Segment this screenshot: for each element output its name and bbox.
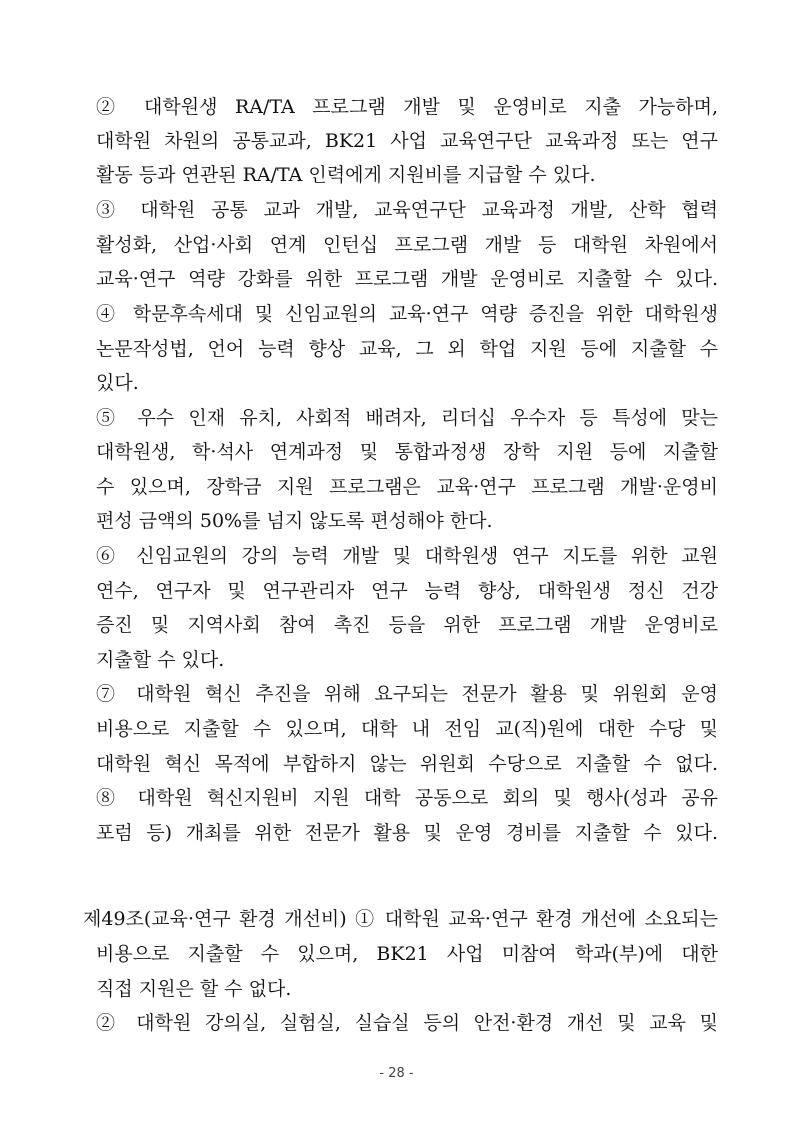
text-line: 증진 및 지역사회 참여 촉진 등을 위한 프로그램 개발 운영비로: [96, 614, 718, 636]
text-line: 활동 등과 연관된 RA/TA 인력에게 지원비를 지급할 수 있다.: [96, 164, 596, 186]
text-line: 포럼 등) 개최를 위한 전문가 활용 및 운영 경비를 지출할 수 있다.: [96, 822, 718, 844]
text-line: 대학원생, 학·석사 연계과정 및 통합과정생 장학 지원 등에 지출할: [96, 441, 718, 463]
text-line: ⑦ 대학원 혁신 추진을 위해 요구되는 전문가 활용 및 위원회 운영: [96, 683, 718, 705]
text-line: ④ 학문후속세대 및 신임교원의 교육·연구 역량 증진을 위한 대학원생: [96, 303, 718, 325]
text-line: 대학원 차원의 공통교과, BK21 사업 교육연구단 교육과정 또는 연구: [96, 130, 718, 152]
text-line: ⑤ 우수 인재 유치, 사회적 배려자, 리더십 우수자 등 특성에 맞는: [96, 407, 718, 429]
text-line: 직접 지원은 할 수 없다.: [96, 978, 292, 1000]
text-line: ③ 대학원 공통 교과 개발, 교육연구단 교육과정 개발, 산학 협력: [96, 199, 718, 221]
text-line: 수 있으며, 장학금 지원 프로그램은 교육·연구 프로그램 개발·운영비: [96, 476, 718, 498]
text-line: 편성 금액의 50%를 넘지 않도록 편성해야 한다.: [96, 510, 493, 532]
article-heading-line: 제49조(교육·연구 환경 개선비) ① 대학원 교육·연구 환경 개선에 소요되는: [83, 908, 718, 930]
text-line: 활성화, 산업·사회 연계 인턴십 프로그램 개발 등 대학원 차원에서: [96, 234, 718, 256]
text-line: ② 대학원 강의실, 실험실, 실습실 등의 안전·환경 개선 및 교육 및: [96, 1012, 718, 1034]
text-line: 논문작성법, 언어 능력 향상 교육, 그 외 학업 지원 등에 지출할 수: [96, 338, 718, 360]
text-line: ⑧ 대학원 혁신지원비 지원 대학 공동으로 회의 및 행사(성과 공유: [96, 787, 718, 809]
text-line: ⑥ 신임교원의 강의 능력 개발 및 대학원생 연구 지도를 위한 교원: [96, 545, 718, 567]
text-line: 지출할 수 있다.: [96, 649, 225, 671]
page-number: - 28 -: [379, 1066, 414, 1081]
text-line: ② 대학원생 RA/TA 프로그램 개발 및 운영비로 지출 가능하며,: [96, 96, 718, 118]
text-line: 연수, 연구자 및 연구관리자 연구 능력 향상, 대학원생 정신 건강: [96, 580, 718, 602]
text-line: 있다.: [96, 372, 139, 394]
text-line: 교육·연구 역량 강화를 위한 프로그램 개발 운영비로 지출할 수 있다.: [96, 268, 718, 290]
text-line: 대학원 혁신 목적에 부합하지 않는 위원회 수당으로 지출할 수 없다.: [96, 753, 718, 775]
text-line: 비용으로 지출할 수 있으며, BK21 사업 미참여 학과(부)에 대한: [96, 943, 718, 965]
text-line: 비용으로 지출할 수 있으며, 대학 내 전임 교(직)원에 대한 수당 및: [96, 718, 718, 740]
